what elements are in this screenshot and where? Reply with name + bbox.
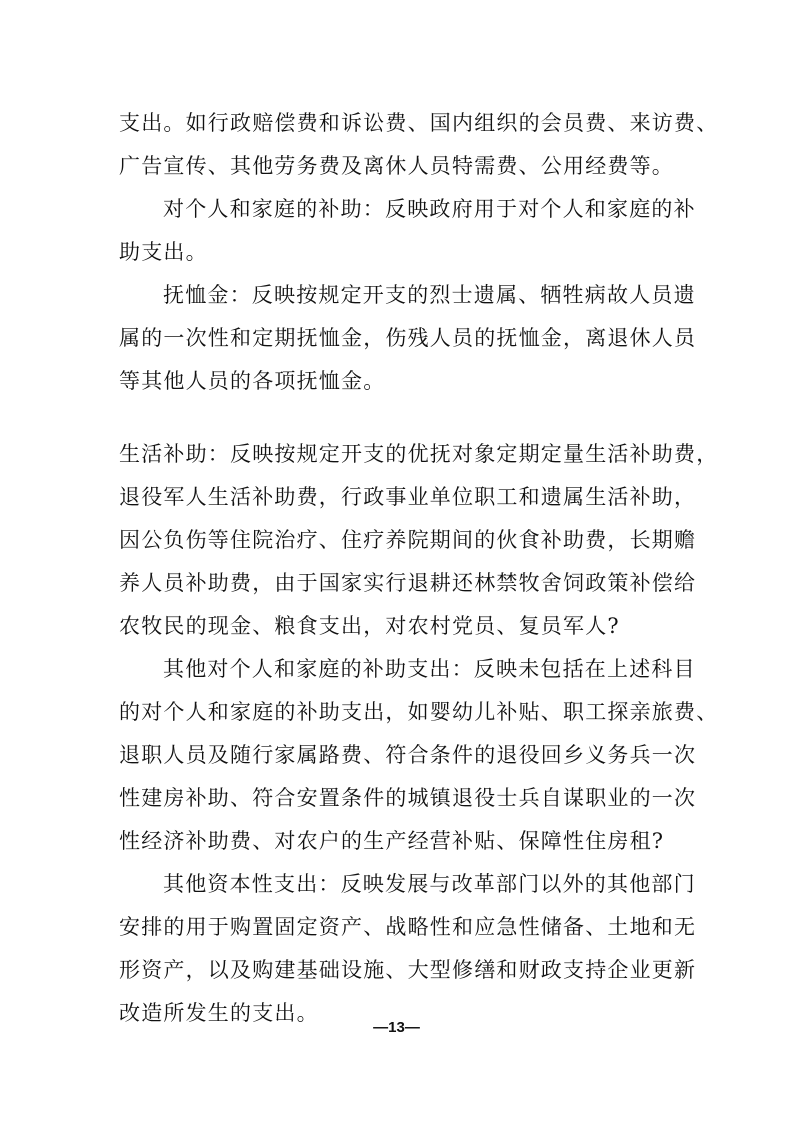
- text-line: 广告宣传、其他劳务费及离休人员特需费、公用经费等。: [119, 154, 674, 178]
- text-line: 形资产，以及购建基础设施、大型修缮和财政支持企业更新: [119, 958, 697, 982]
- text-line: 等其他人员的各项抚恤金。: [119, 369, 386, 393]
- paragraph-start-line: 对个人和家庭的补助：反映政府用于对个人和家庭的补: [163, 197, 696, 221]
- text-line: 支出。如行政赔偿费和诉讼费、国内组织的会员费、来访费、: [119, 111, 719, 135]
- text-line: 助支出。: [119, 240, 208, 264]
- text-line: 的对个人和家庭的补助支出，如婴幼儿补贴、职工探亲旅费、: [119, 700, 719, 724]
- text-line: 退职人员及随行家属路费、符合条件的退役回乡义务兵一次: [119, 743, 697, 767]
- text-line: 养人员补助费，由于国家实行退耕还林禁牧舍饲政策补偿给: [119, 571, 697, 595]
- paragraph-start-line: 生活补助：反映按规定开支的优抚对象定期定量生活补助费，: [119, 442, 719, 466]
- text-line: 退役军人生活补助费，行政事业单位职工和遗属生活补助，: [119, 485, 697, 509]
- text-line: 农牧民的现金、粮食支出，对农村党员、复员军人?: [119, 614, 620, 638]
- text-line: 属的一次性和定期抚恤金，伤残人员的抚恤金，离退休人员: [119, 326, 697, 350]
- paragraph-start-line: 抚恤金：反映按规定开支的烈士遗属、牺牲病故人员遗: [163, 283, 696, 307]
- paragraph-start-line: 其他对个人和家庭的补助支出：反映未包括在上述科目: [163, 657, 696, 681]
- text-line: 因公负伤等住院治疗、住疗养院期间的伙食补助费，长期赡: [119, 528, 697, 552]
- paragraph-start-line: 其他资本性支出：反映发展与改革部门以外的其他部门: [163, 872, 696, 896]
- text-line: 性经济补助费、对农户的生产经营补贴、保障性住房租?: [119, 829, 665, 853]
- text-line: 性建房补助、符合安置条件的城镇退役士兵自谋职业的一次: [119, 786, 697, 810]
- page-number: —13—: [373, 1019, 420, 1036]
- text-line: 改造所发生的支出。: [119, 1001, 319, 1025]
- text-line: 安排的用于购置固定资产、战略性和应急性储备、土地和无: [119, 915, 697, 939]
